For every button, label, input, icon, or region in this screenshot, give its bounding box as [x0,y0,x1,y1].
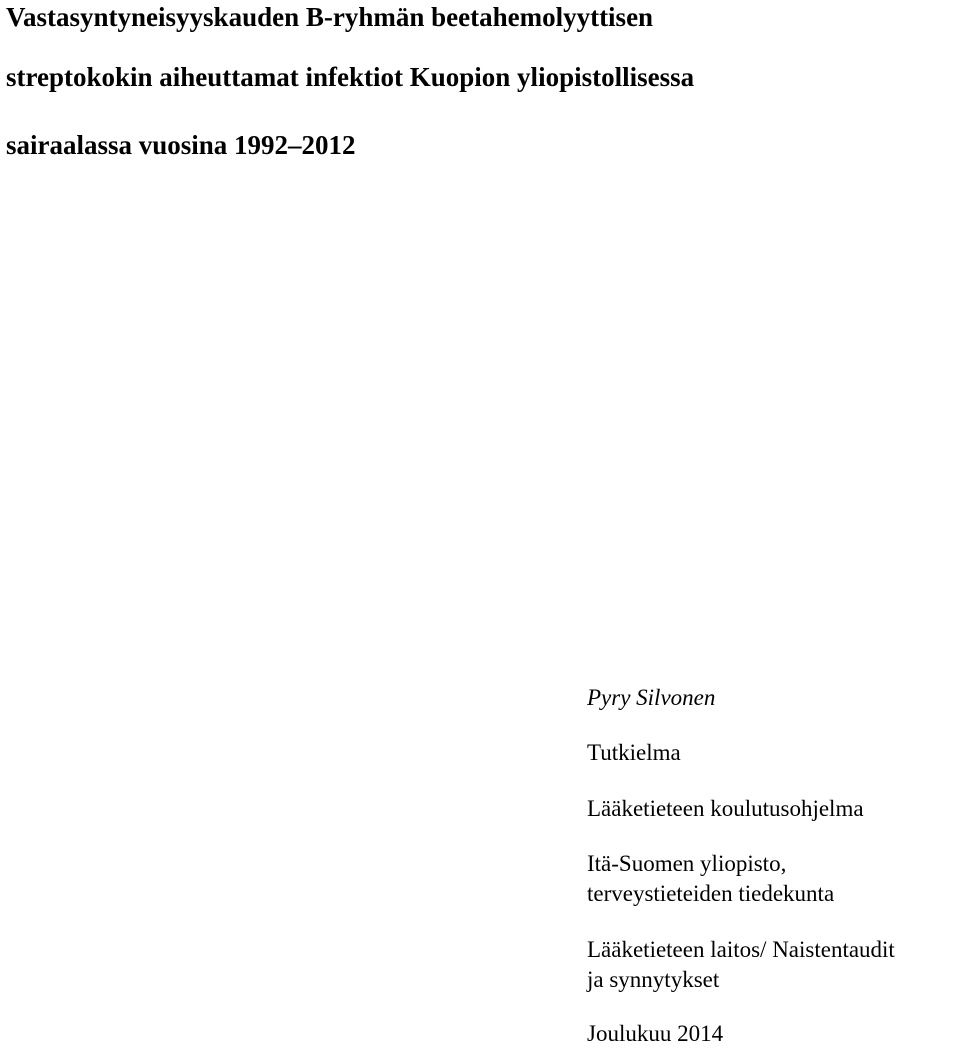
publication-date: Joulukuu 2014 [587,1021,724,1046]
title-line-1: Vastasyntyneisyyskauden B-ryhmän beetahemolyyttisen [6,2,654,32]
title-line-2: streptokokin aiheuttamat infektiot Kuopion yliopistollisessa [6,62,695,92]
department-line-2: ja synnytykset [587,967,720,992]
department-line-1: Lääketieteen laitos/ Naistentaudit [587,937,895,962]
university-line-1: Itä-Suomen yliopisto, [587,851,787,876]
author-name: Pyry Silvonen [587,685,716,710]
university-line-2: terveystieteiden tiedekunta [587,881,835,906]
document-type: Tutkielma [587,740,681,765]
degree-programme: Lääketieteen koulutusohjelma [587,796,864,821]
title-line-3: sairaalassa vuosina 1992–2012 [6,130,356,160]
